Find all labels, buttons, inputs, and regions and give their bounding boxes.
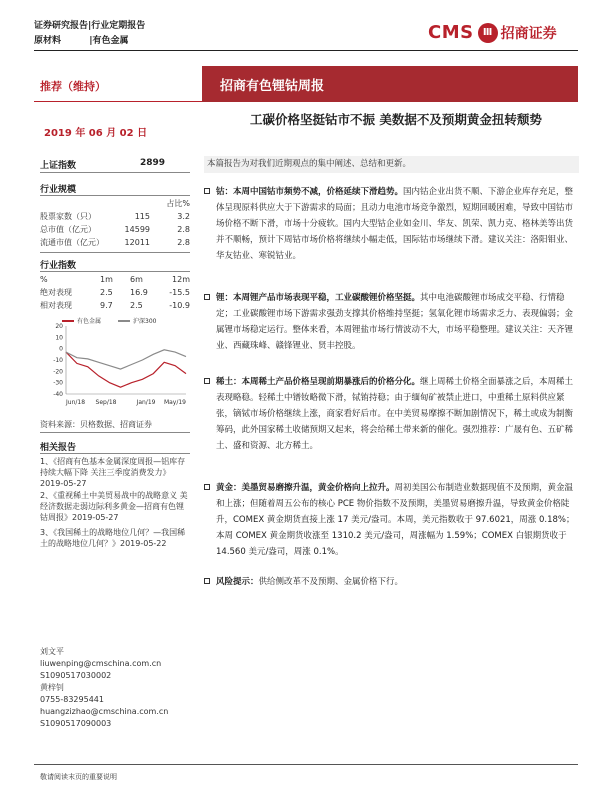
index-chart	[40, 322, 190, 417]
x-tick-label: Jan/19	[136, 399, 156, 406]
divider	[40, 453, 190, 454]
y-tick-label: 10	[55, 334, 63, 342]
bullet-text: 其中电池碳酸锂市场成交平稳、行情稳定；工业碳酸锂市场下游需求强劲支撑其价格维持坚挺；氢氧化锂市场需求乏力、表现偏弱；金属锂市场稳定运行。整体来看，本周锂盐市场行情波动不大，市场平稳整理。建议关注：天齐锂业、西藏珠峰、赣锋锂业、贤丰控股。	[216, 293, 574, 351]
divider	[40, 252, 190, 253]
related-report-link[interactable]: 2、《重视稀土中美贸易战中的战略意义 美经济数据走弱边际利多黄金—招商有色锂钴周报》2019-05-27	[40, 491, 188, 522]
y-tick-label: 0	[59, 345, 63, 353]
legend-label: 沪深300	[133, 318, 157, 325]
subsector-label: |有色金属	[89, 36, 129, 46]
author-block	[40, 646, 168, 730]
y-tick-label: -30	[53, 379, 63, 387]
bullet-cobalt	[204, 184, 580, 264]
table-row: 绝对表现 2.5 16.9 -15.5	[40, 288, 190, 297]
table-row: 股票家数（只） 115 3.2	[40, 212, 190, 221]
square-bullet-icon	[204, 484, 210, 490]
author-phone: 0755-83295441	[40, 695, 104, 704]
bullet-lithium	[204, 290, 580, 354]
legend-label: 有色金属	[77, 318, 102, 325]
chart-source: 资料来源：贝格数据、招商证券	[40, 420, 152, 429]
main-title: 工碳价格坚挺钴市不振 美数据不及预期黄金扭转颓势	[250, 112, 542, 127]
shanghai-index-value: 2899	[140, 158, 166, 168]
bullet-heading: 稀土：本周稀土产品价格呈现前期暴涨后的价格分化。	[216, 377, 421, 387]
header-divider	[34, 50, 578, 51]
divider	[40, 432, 190, 433]
sector-line	[34, 33, 129, 46]
index-table	[40, 273, 190, 312]
bullet-text: 国内钴企业出货不顺、下游企业库存充足，整体呈现原料供应大于下游需求的局面；且动力电池市场竞争激烈，短期回暖困难，导致中国钴市场价格不断下滑，市场十分疲软。国内大型钴企业如金川、华友、凯荣、凯力克、格林美等出货并不顺畅，预计下周钴市场价格将继续小幅走低，国际钴市场继续下滑。建议关注：洛阳钼业、华友钴业、寒锐钴业。	[216, 187, 574, 261]
divider	[40, 172, 190, 173]
square-bullet-icon	[204, 294, 210, 300]
bullet-text: 继上周稀土价格全面暴涨之后，本周稀土表现略稳。轻稀土中镨钕略微下滑，铽铕持稳；由于缅甸矿被禁止进口，中重稀土原料供应紧张，镝铽市场价格继续上涨，商家看好后市。在中美贸易摩擦不断加剧情况下，稀土或成为制衡筹码，此外国家稀土收储预期又起来，将会给稀土带来新的催化。强烈推荐：广晟有色、五矿稀土、盛和资源、北方稀土。	[216, 377, 574, 451]
divider	[40, 271, 190, 272]
bullet-heading: 黄金：美墨贸易磨擦升温，黄金价格向上拉升。	[216, 483, 395, 493]
x-tick-label: Sep/18	[95, 399, 117, 406]
logo-cms-text: CMS	[428, 22, 474, 43]
shanghai-index-label: 上证指数	[40, 161, 77, 171]
author-id: S1090517090003	[40, 719, 112, 728]
cms-logo	[428, 22, 557, 43]
related-report-link[interactable]: 1、《招商有色基本金属深度周报—铝库存持续大幅下降 关注三季度消费发力》2019-05-27	[40, 457, 186, 488]
x-tick-label: May/19	[163, 399, 186, 406]
sector-label: 原材料	[34, 36, 62, 46]
author-name: 黄梓钊	[40, 683, 64, 692]
table-header: % 1m 6m 12m	[40, 275, 190, 284]
author-email[interactable]: huangzizhao@cmschina.com.cn	[40, 707, 169, 716]
risk-heading: 风险提示：	[216, 577, 259, 587]
table-row: 流通市值（亿元） 12011 2.8	[40, 238, 190, 247]
logo-cn-text: 招商证券	[500, 25, 557, 42]
square-bullet-icon	[204, 188, 210, 194]
table-row: 相对表现 9.7 2.5 -10.9	[40, 301, 190, 310]
author-name: 刘文平	[40, 647, 64, 656]
index-heading: 行业指数	[40, 261, 77, 271]
y-tick-label: -10	[53, 357, 63, 364]
report-type: 证券研究报告|行业定期报告	[34, 21, 146, 31]
report-series-title: 招商有色锂钴周报	[220, 79, 325, 94]
x-tick-label: Jun/18	[66, 399, 86, 406]
lead-summary: 本篇报告为对我们近期观点的集中阐述、总结和更新。	[204, 156, 579, 173]
scale-heading: 行业规模	[40, 185, 77, 195]
table-row: 总市值（亿元） 14599 2.8	[40, 225, 190, 234]
y-tick-label: 20	[55, 323, 63, 330]
y-tick-label: -40	[53, 391, 63, 398]
footer-note: 敬请阅读末页的重要说明	[40, 773, 117, 781]
square-bullet-icon	[204, 378, 210, 384]
author-email[interactable]: liuwenping@cmschina.com.cn	[40, 659, 162, 668]
divider	[40, 195, 190, 196]
bullet-text: 周初美国公布制造业数据现值不及预期，黄金温和上涨；但随着周五公布的核心 PCE 物价指数不及预期，美墨贸易磨擦升温，导致黄金价格陡升，COMEX 黄金期货直接上涨 17 美元/盎司。本周，美元指数收于 97.6021，周涨 0.18%；本周 COMEX 黄金期货收涨至 1310.2 美元/盎司，周涨幅为 1.59%；COMEX 白银期货收于 14.560 美元/盎司，周涨 0.1%。	[216, 483, 575, 557]
y-tick-label: -20	[53, 368, 63, 376]
scale-table	[40, 197, 190, 249]
risk-warning	[204, 575, 403, 587]
rating: 推荐（维持）	[40, 80, 106, 93]
related-report-link[interactable]: 3、《我国稀土的战略地位几何？—我国稀土的战略地位几何？》2019-05-22	[40, 528, 186, 548]
author-id: S1090517030002	[40, 671, 112, 680]
series-line-0	[66, 352, 186, 387]
logo-circle-icon: Ⅲ	[478, 23, 498, 43]
risk-text: 供给侧改革不及预期、金属价格下行。	[258, 577, 404, 587]
bullet-rare-earth	[204, 374, 580, 454]
footer-divider	[34, 764, 578, 765]
scale-unit: 占比%	[166, 199, 190, 208]
bullet-heading: 钴：本周中国钴市频势不减，价格延续下滑趋势。	[216, 187, 404, 197]
report-date: 2019 年 06 月 02 日	[44, 128, 148, 139]
bullet-gold	[204, 480, 580, 560]
square-bullet-icon	[204, 578, 210, 584]
bullet-heading: 锂：本周锂产品市场表现平稳，工业碳酸锂价格坚挺。	[216, 293, 421, 303]
related-heading: 相关报告	[40, 443, 77, 453]
